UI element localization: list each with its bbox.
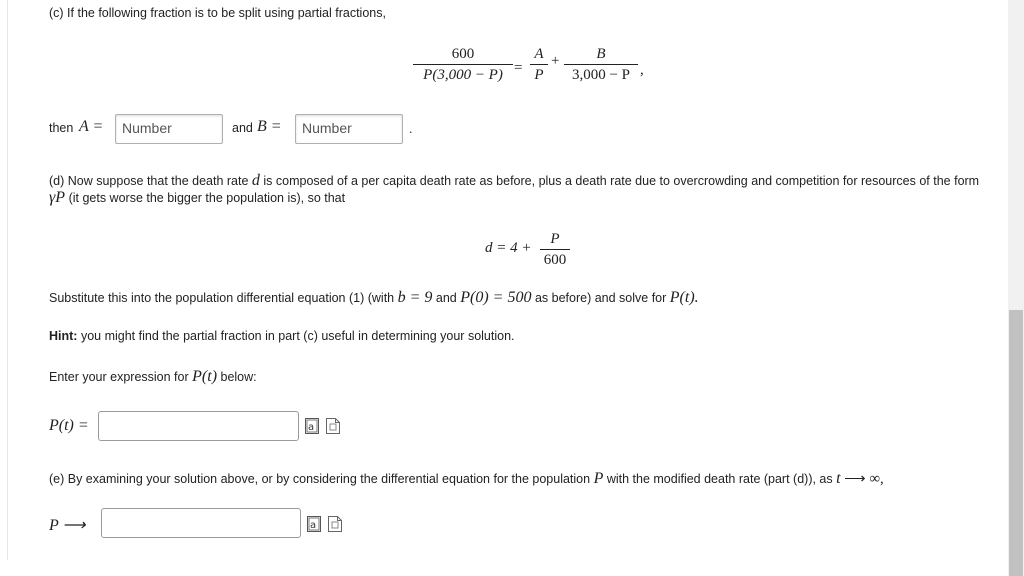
- part-e-prefix: (e) By examining your solution above, or by considering the differential equation for the population: [49, 472, 591, 486]
- preview-icon[interactable]: [328, 516, 342, 532]
- b-numerator: B: [596, 46, 606, 62]
- a-numerator: A: [534, 46, 544, 62]
- d-variable: d: [251, 172, 260, 189]
- part-d-line1: [49, 172, 979, 190]
- part-d-prefix: (d) Now suppose that the death rate: [49, 174, 249, 188]
- substitute-suffix: as before) and solve for: [534, 291, 667, 305]
- period: .: [409, 122, 413, 136]
- b-label: B =: [257, 118, 282, 135]
- and-text: and: [232, 121, 253, 135]
- hint-line: [49, 329, 515, 343]
- 600-denominator: 600: [543, 252, 567, 268]
- trailing-comma: ,: [640, 62, 644, 78]
- p0-equals-500: P(0) = 500: [460, 289, 532, 306]
- enter-expression-line: [49, 368, 257, 386]
- vertical-scrollbar-thumb[interactable]: [1009, 310, 1023, 576]
- fraction-denominator: P(3,000 − P): [423, 67, 503, 83]
- substitute-instruction: [49, 289, 699, 307]
- svg-text:a: a: [308, 422, 315, 433]
- formula-editor-icon[interactable]: [305, 418, 319, 434]
- enter-suffix: below:: [220, 370, 257, 384]
- b-equals-9: b = 9: [397, 289, 433, 306]
- plus-sign: +: [551, 53, 560, 69]
- fraction-600-over-p: [413, 44, 513, 85]
- p-numerator: P: [550, 231, 560, 247]
- a-label: A =: [79, 118, 104, 135]
- fraction-numerator: 600: [451, 46, 475, 62]
- and-text: and: [435, 291, 457, 305]
- part-e-mid: with the modified death rate (part (d)), as: [606, 472, 833, 486]
- substitute-prefix: Substitute this into the population differential equation (1) (with: [49, 291, 395, 305]
- preview-icon[interactable]: [326, 418, 340, 434]
- enter-prefix: Enter your expression for: [49, 370, 189, 384]
- svg-text:a: a: [310, 520, 317, 531]
- tends-to-infinity: ⟶ ∞,: [844, 471, 884, 487]
- part-c-intro: (c) If the following fraction is to be split using partial fractions,: [49, 6, 386, 20]
- p-limit-label: P ⟶: [49, 517, 86, 534]
- d-equation-lhs: [485, 240, 532, 257]
- hint-label: Hint:: [49, 329, 78, 343]
- then-text: then: [49, 121, 74, 135]
- b-denominator: 3,000 − P: [571, 67, 631, 83]
- p-variable: P: [593, 470, 604, 487]
- pt-label: P(t) =: [49, 417, 89, 434]
- gamma-p: γP: [49, 189, 66, 206]
- content-left-border: [7, 0, 8, 560]
- fraction-b-over-3000: [564, 44, 638, 85]
- fraction-a-over-p: [530, 44, 548, 85]
- equals-sign: =: [514, 60, 523, 76]
- d-lhs: d = 4 +: [485, 240, 532, 256]
- limit-expression-input[interactable]: [101, 508, 301, 538]
- part-d-suffix: is composed of a per capita death rate as before, plus a death rate due to overcrowding and competition for resources of the form: [263, 174, 980, 188]
- a-number-input[interactable]: Number: [115, 114, 223, 144]
- hint-text: you might find the partial fraction in part (c) useful in determining your solution.: [80, 329, 515, 343]
- part-d-line2-text: (it gets worse the bigger the population is), so that: [68, 191, 346, 205]
- formula-editor-icon[interactable]: [307, 516, 321, 532]
- pt-expression-input[interactable]: [98, 411, 299, 441]
- p-of-t: P(t): [192, 368, 218, 385]
- b-number-input[interactable]: Number: [295, 114, 403, 144]
- fraction-p-over-600: [540, 229, 570, 270]
- part-e-text: [49, 469, 884, 488]
- p-of-t: P(t).: [669, 289, 699, 306]
- part-d-line2: [49, 189, 345, 207]
- a-denominator: P: [534, 67, 544, 83]
- t-variable: t: [836, 470, 841, 487]
